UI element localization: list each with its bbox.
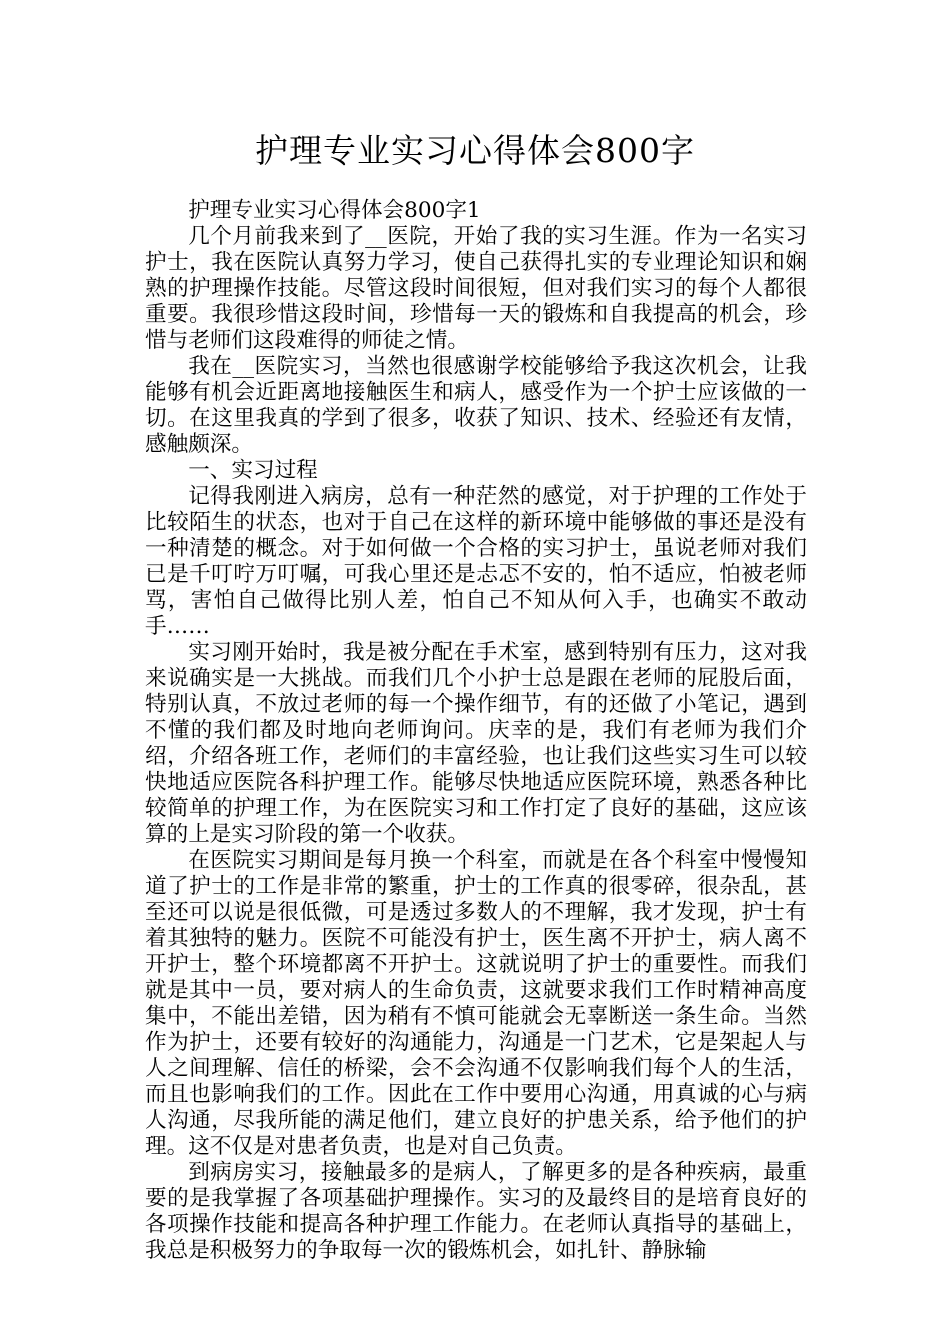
- body-paragraph: 我在__医院实习，当然也很感谢学校能够给予我这次机会，让我能够有机会近距离地接触医生和病人，感受作为一个护士应该做的一切。在这里我真的学到了很多，收获了知识、技术、经验还有友情，感触颇深。: [145, 354, 807, 457]
- subtitle-paragraph: 护理专业实习心得体会800字1: [188, 198, 481, 223]
- body-paragraph: 几个月前我来到了__医院，开始了我的实习生涯。作为一名实习护士，我在医院认真努力学习，使自己获得扎实的专业理论知识和娴熟的护理操作技能。尽管这段时间很短，但对我们实习的每个人都很重要。我很珍惜这段时间，珍惜每一天的锻炼和自我提高的机会，珍惜与老师们这段难得的师徒之情。: [145, 224, 807, 353]
- section-heading: 一、实习过程: [188, 458, 318, 483]
- body-paragraph: 在医院实习期间是每月换一个科室，而就是在各个科室中慢慢知道了护士的工作是非常的繁重，护士的工作真的很零碎，很杂乱，甚至还可以说是很低微，可是透过多数人的不理解，我才发现，护士有着其独特的魅力。医院不可能没有护士，医生离不开护士，病人离不开护士，整个环境都离不开护士。这就说明了护士的重要性。而我们就是其中一员，要对病人的生命负责，这就要求我们工作时精神高度集中，不能出差错，因为稍有不慎可能就会无辜断送一条生命。当然作为护士，还要有较好的沟通能力，沟通是一门艺术，它是架起人与人之间理解、信任的桥梁，会不会沟通不仅影响我们每个人的生活，而且也影响我们的工作。因此在工作中要用心沟通，用真诚的心与病人沟通，尽我所能的满足他们，建立良好的护患关系，给予他们的护理。这不仅是对患者负责，也是对自己负责。: [145, 848, 807, 1159]
- document-body: [145, 198, 807, 1264]
- body-paragraph: 记得我刚进入病房，总有一种茫然的感觉，对于护理的工作处于比较陌生的状态，也对于自己在这样的新环境中能够做的事还是没有一种清楚的概念。对于如何做一个合格的实习护士，虽说老师对我们已是千叮咛万叮嘱，可我心里还是忐忑不安的，怕不适应，怕被老师骂，害怕自己做得比别人差，怕自己不知从何入手，也确实不敢动手……: [145, 484, 807, 639]
- body-paragraph: 到病房实习，接触最多的是病人，了解更多的是各种疾病，最重要的是我掌握了各项基础护理操作。实习的及最终目的是培育良好的各项操作技能和提高各种护理工作能力。在老师认真指导的基础上，我总是积极努力的争取每一次的锻炼机会，如扎针、静脉输: [145, 1160, 807, 1263]
- document-title: 护理专业实习心得体会800字: [255, 131, 695, 170]
- body-paragraph: 实习刚开始时，我是被分配在手术室，感到特别有压力，这对我来说确实是一大挑战。而我们几个小护士总是跟在老师的屁股后面，特别认真，不放过老师的每一个操作细节，有的还做了小笔记，遇到不懂的我们都及时地向老师询问。庆幸的是，我们有老师为我们介绍，介绍各班工作，老师们的丰富经验，也让我们这些实习生可以较快地适应医院各科护理工作。能够尽快地适应医院环境，熟悉各种比较简单的护理工作，为在医院实习和工作打定了良好的基础，这应该算的上是实习阶段的第一个收获。: [145, 640, 807, 847]
